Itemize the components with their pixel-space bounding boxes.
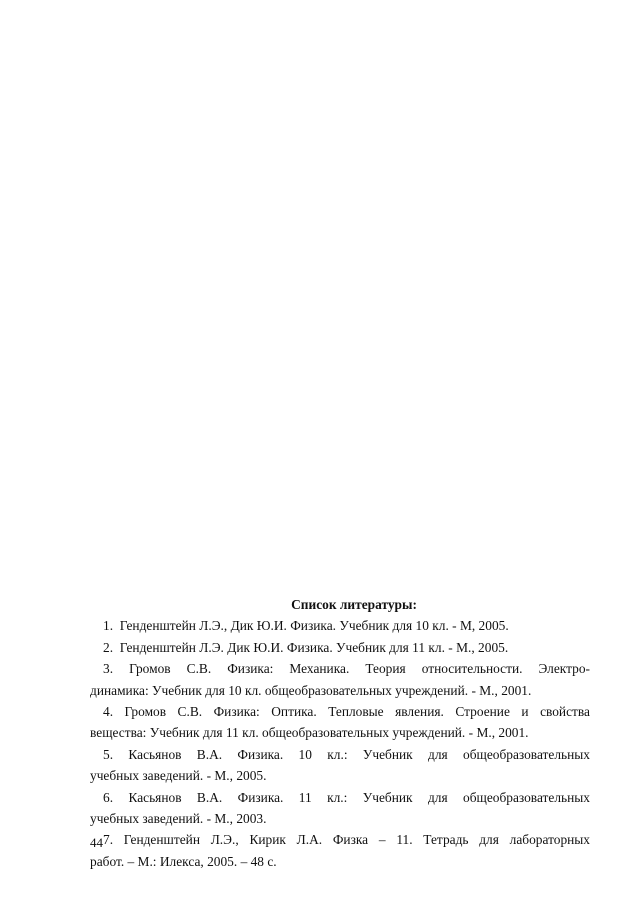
- reference-line: 4. Громов С.В. Физика: Оптика. Тепловые явления. Строение и свойства: [103, 704, 590, 720]
- reference-line: 3. Громов С.В. Физика: Механика. Теория относительности. Электро-: [103, 661, 590, 677]
- reference-line: вещества: Учебник для 11 кл. общеобразовательных учреждений. - М., 2001.: [90, 725, 529, 741]
- reference-item-5: [90, 744, 590, 787]
- reference-item-1: [90, 615, 590, 636]
- reference-line: 6. Касьянов В.А. Физика. 11 кл.: Учебник для общеобразовательных: [103, 789, 590, 805]
- bibliography-section: [90, 594, 590, 872]
- reference-line: 7. Генденштейн Л.Э., Кирик Л.А. Физка – 11. Тетрадь для лабораторных: [103, 832, 590, 848]
- reference-item-2: [90, 637, 590, 658]
- reference-line: учебных заведений. - М., 2005.: [90, 768, 267, 784]
- reference-item-7: [90, 829, 590, 872]
- section-title: Список литературы:: [291, 597, 417, 612]
- reference-line: работ. – М.: Илекса, 2005. – 48 с.: [90, 853, 277, 869]
- reference-line: 2. Генденштейн Л.Э. Дик Ю.И. Физика. Учебник для 11 кл. - М., 2005.: [103, 639, 509, 655]
- page-number: 44: [90, 835, 103, 850]
- reference-line: динамика: Учебник для 10 кл. общеобразовательных учреждений. - М., 2001.: [90, 682, 532, 698]
- reference-item-6: [90, 787, 590, 830]
- reference-item-3: [90, 658, 590, 701]
- reference-line: 1. Генденштейн Л.Э., Дик Ю.И. Физика. Учебник для 10 кл. - М, 2005.: [103, 618, 509, 634]
- reference-line: 5. Касьянов В.А. Физика. 10 кл.: Учебник для общеобразовательных: [103, 746, 590, 762]
- reference-item-4: [90, 701, 590, 744]
- reference-line: учебных заведений. - М., 2003.: [90, 811, 267, 827]
